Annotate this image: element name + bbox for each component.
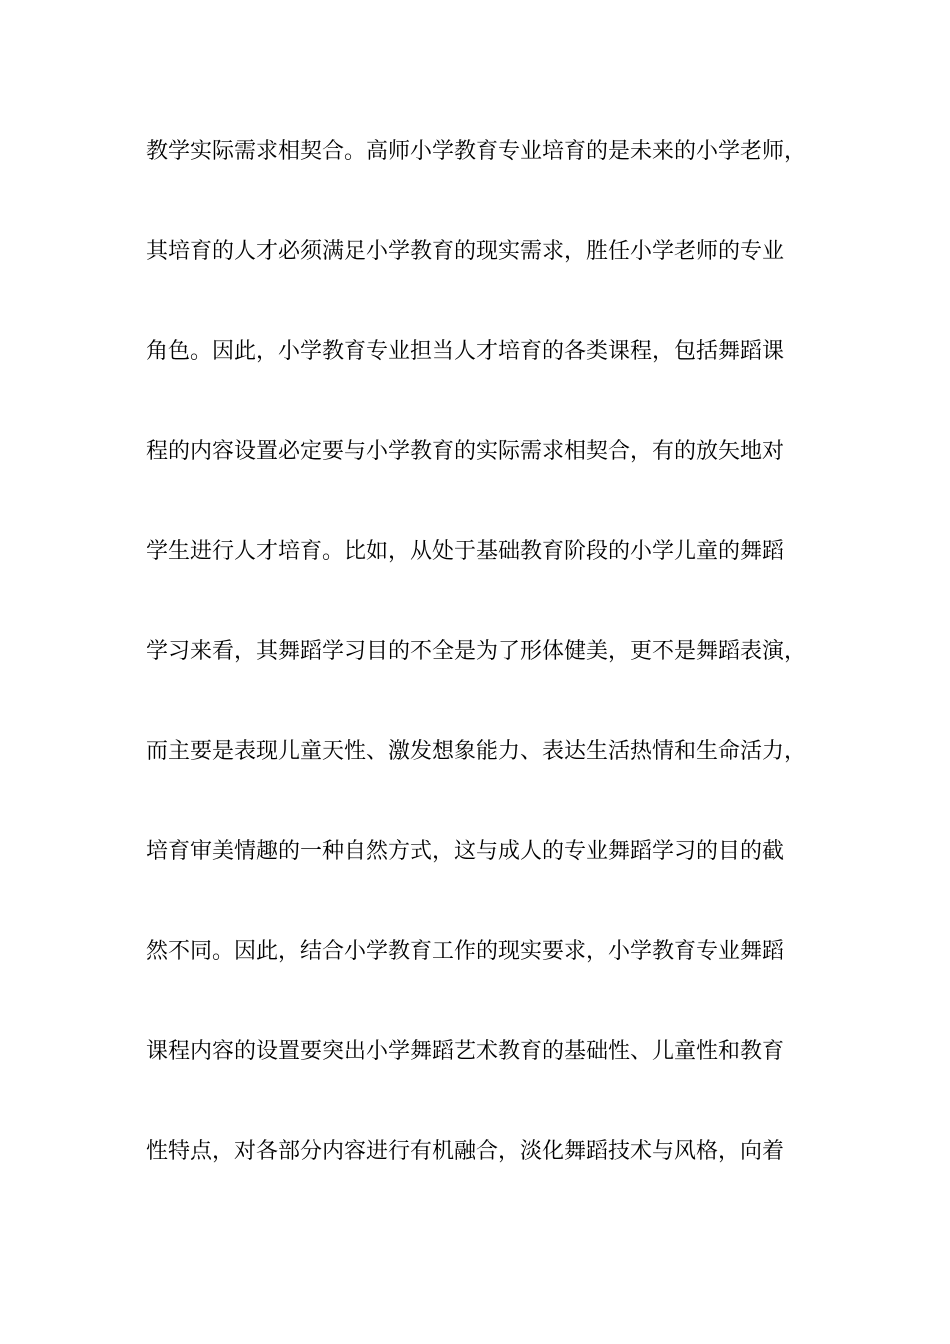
- text-line: 性特点，对各部分内容进行有机融合，淡化舞蹈技术与风格，向着: [146, 1139, 785, 1164]
- text-line: 然不同。因此，结合小学教育工作的现实要求，小学教育专业舞蹈: [146, 939, 785, 964]
- text-line: 程的内容设置必定要与小学教育的实际需求相契合，有的放矢地对: [146, 439, 785, 464]
- text-line: 课程内容的设置要突出小学舞蹈艺术教育的基础性、儿童性和教育: [146, 1039, 785, 1064]
- body-text: [146, 128, 826, 1228]
- text-line: 其培育的人才必须满足小学教育的现实需求，胜任小学老师的专业: [146, 239, 785, 264]
- text-line: 学生进行人才培育。比如，从处于基础教育阶段的小学儿童的舞蹈: [146, 539, 785, 564]
- text-line: 学习来看，其舞蹈学习目的不全是为了形体健美，更不是舞蹈表演，: [146, 639, 807, 664]
- text-line: 角色。因此，小学教育专业担当人才培育的各类课程，包括舞蹈课: [146, 339, 785, 364]
- text-line: 而主要是表现儿童天性、激发想象能力、表达生活热情和生命活力，: [146, 739, 807, 764]
- text-line: 培育审美情趣的一种自然方式，这与成人的专业舞蹈学习的目的截: [146, 839, 785, 864]
- text-line: 教学实际需求相契合。高师小学教育专业培育的是未来的小学老师，: [146, 139, 807, 164]
